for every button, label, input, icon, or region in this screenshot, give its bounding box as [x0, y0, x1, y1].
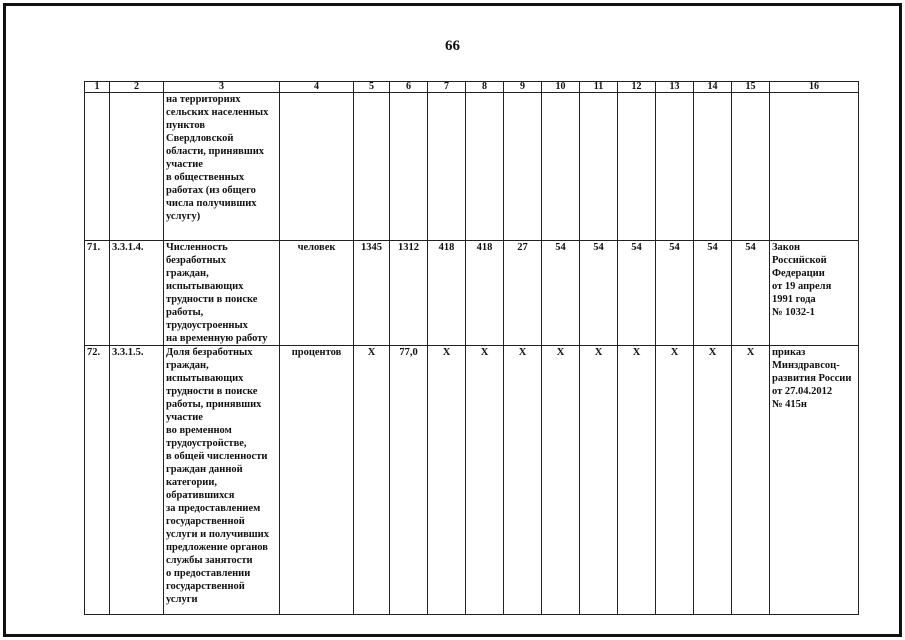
unit-cell: процентов — [280, 346, 354, 615]
column-header: 10 — [542, 82, 580, 93]
value-cell — [732, 93, 770, 241]
source-document-cell — [770, 93, 859, 241]
column-header: 6 — [390, 82, 428, 93]
unit-cell — [280, 93, 354, 241]
value-cell: 418 — [428, 241, 466, 346]
value-cell: 54 — [694, 241, 732, 346]
value-cell — [466, 93, 504, 241]
code-cell: 3.3.1.5. — [110, 346, 164, 615]
column-header: 11 — [580, 82, 618, 93]
value-cell: 54 — [542, 241, 580, 346]
value-cell: X — [504, 346, 542, 615]
value-cell: 54 — [618, 241, 656, 346]
indicator-name-cell: Доля безработных граждан, испытывающих трудности в поиске работы, принявших участие во временном трудоустройстве, в общей численности граждан данной категории, обратившихся за предоставлением государственной услуги и получивших предложение органов службы занятости о предоставлении государственной услуги — [164, 346, 280, 615]
value-cell: X — [732, 346, 770, 615]
value-cell: X — [656, 346, 694, 615]
column-header-row — [85, 82, 859, 93]
row-number-cell: 72. — [85, 346, 110, 615]
column-header: 4 — [280, 82, 354, 93]
column-header: 14 — [694, 82, 732, 93]
value-cell — [580, 93, 618, 241]
column-header: 5 — [354, 82, 390, 93]
table-row — [85, 93, 859, 241]
column-header: 16 — [770, 82, 859, 93]
row-number-cell: 71. — [85, 241, 110, 346]
value-cell: 54 — [580, 241, 618, 346]
page-number: 66 — [445, 38, 460, 54]
column-header: 8 — [466, 82, 504, 93]
value-cell — [390, 93, 428, 241]
value-cell: 418 — [466, 241, 504, 346]
indicator-table — [84, 81, 859, 615]
column-header: 9 — [504, 82, 542, 93]
column-header: 3 — [164, 82, 280, 93]
code-cell: 3.3.1.4. — [110, 241, 164, 346]
value-cell: X — [466, 346, 504, 615]
source-document-cell: приказ Минздравсоц- развития России от 27.04.2012 № 415н — [770, 346, 859, 615]
column-header: 13 — [656, 82, 694, 93]
column-header: 2 — [110, 82, 164, 93]
value-cell — [618, 93, 656, 241]
value-cell — [504, 93, 542, 241]
unit-cell: человек — [280, 241, 354, 346]
column-header: 1 — [85, 82, 110, 93]
value-cell — [428, 93, 466, 241]
code-cell — [110, 93, 164, 241]
column-header: 7 — [428, 82, 466, 93]
indicator-name-cell: на территориях сельских населенных пунктов Свердловской области, принявших участие в общественных работах (из общего числа получивших услугу) — [164, 93, 280, 241]
row-number-cell — [85, 93, 110, 241]
value-cell: 54 — [732, 241, 770, 346]
value-cell: X — [354, 346, 390, 615]
value-cell — [542, 93, 580, 241]
value-cell — [656, 93, 694, 241]
value-cell: 27 — [504, 241, 542, 346]
table-row — [85, 346, 859, 615]
table-row — [85, 241, 859, 346]
value-cell: X — [428, 346, 466, 615]
value-cell: X — [580, 346, 618, 615]
value-cell: 1345 — [354, 241, 390, 346]
value-cell: 54 — [656, 241, 694, 346]
indicator-name-cell: Численность безработных граждан, испытывающих трудности в поиске работы, трудоустроенных на временную работу — [164, 241, 280, 346]
value-cell: X — [694, 346, 732, 615]
value-cell — [694, 93, 732, 241]
value-cell: 77,0 — [390, 346, 428, 615]
column-header: 15 — [732, 82, 770, 93]
source-document-cell: Закон Российской Федерации от 19 апреля 1991 года № 1032-1 — [770, 241, 859, 346]
value-cell: X — [618, 346, 656, 615]
value-cell: X — [542, 346, 580, 615]
column-header: 12 — [618, 82, 656, 93]
value-cell — [354, 93, 390, 241]
value-cell: 1312 — [390, 241, 428, 346]
